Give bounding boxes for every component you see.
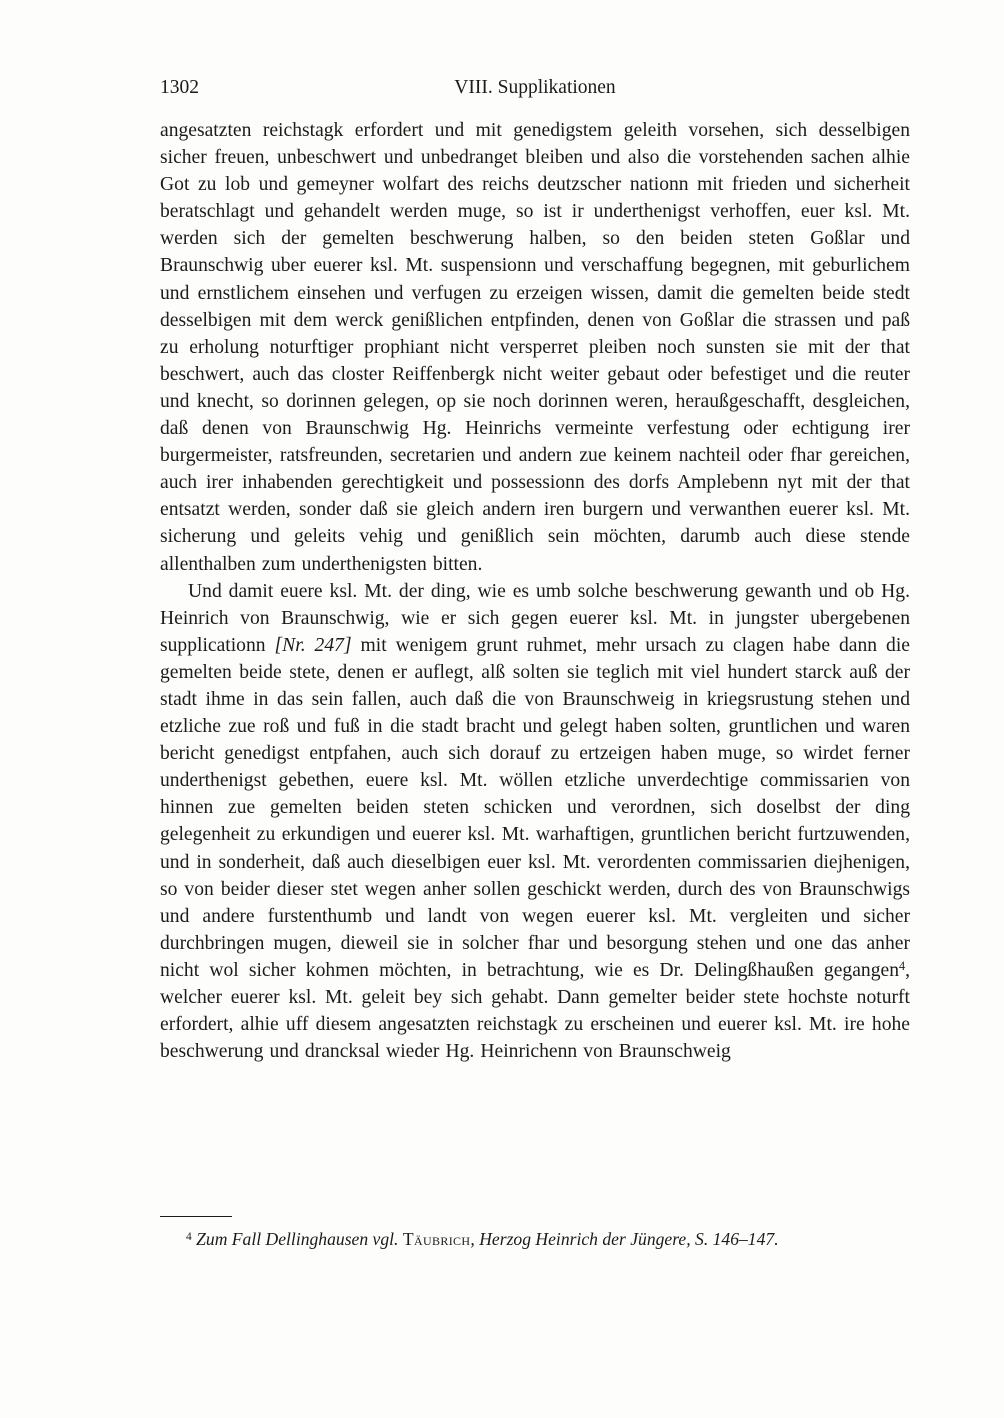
footnote-author: Täubrich: [402, 1229, 471, 1249]
footnote-reference: 4: [899, 959, 906, 974]
text-block: [160, 117, 910, 1065]
paragraph-continuation: [160, 117, 910, 578]
footnote-marker: 4: [186, 1230, 192, 1243]
footnote-citation-post: , Herzog Heinrich der Jüngere, S. 146–147.: [470, 1229, 779, 1249]
footnote-rule: [160, 1216, 232, 1217]
paragraph-2: [160, 578, 910, 1066]
paragraph-text: mit wenigem grunt ruhmet, mehr ursach zu clagen habe dann die gemelten beide stete, denen er auflegt, alß solten sie teglich mit viel hundert starck auß der stadt ihme in das sein fallen, auch daß die von Braunschweig in kriegsrustung stehen und etzliche zue roß und fuß in die stadt bracht und gelegt haben solten, gruntlichen und waren bericht genedigst entpfahen, auch sich dorauf zu ertzeigen haben muge, so wirdet ferner underthenigst gebethen, euere ksl. Mt. wöllen etzliche unverdechtige commissarien von hinnen zue gemelten beiden steten schicken und verordnen, sich doselbst der ding gelegenheit zu erkundigen und euerer ksl. Mt. warhaftigen, gruntlichen bericht furtzuwenden, und in sonderheit, daß auch dieselbigen euer ksl. Mt. verordenten commissarien diejhenigen, so von beider dieser stet wegen anher sollen geschickt werden, durch des von Braunschwigs und andere furstenthumb und landt von wegen euerer ksl. Mt. vergleiten und sicher durchbringen mugen, dieweil sie in solcher fhar und besorgung stehen und one das anher nicht wol sicher kohmen möchten, in betrachtung, wie es Dr. Delingßhaußen gegangen: [160, 634, 910, 981]
page-header: [160, 76, 910, 100]
nr-reference: [Nr. 247]: [274, 634, 352, 656]
footnote-citation-pre: Zum Fall Dellinghausen vgl.: [196, 1229, 403, 1249]
paragraph-text: , welcher euerer ksl. Mt. geleit bey sich gehabt. Dann gemelter beider stete hochste noturft erfordert, alhie uff diesem angesatzten reichstagk zu erscheinen und euerer ksl. Mt. ire hohe beschwerung und drancksal wieder Hg. Heinrichenn von Braunschweig: [160, 959, 910, 1063]
page-number: 1302: [160, 77, 199, 98]
paragraph-text: Und damit euere ksl. Mt. der ding, wie es umb solche beschwerung gewanth und ob Hg. Heinrich von Braunschwig, wie er sich gegen euerer ksl. Mt. in jungster ubergebenen supplicationn: [160, 580, 910, 656]
footnote-area: [160, 1216, 910, 1251]
paragraph-text: angesatzten reichstagk erfordert und mit genedigstem geleith vorsehen, sich desselbigen sicher freuen, unbeschwert und unbedranget bleiben und also die vorstehenden sachen alhie Got zu lob und gemeyner wolfart des reichs deutzscher nationn mit frieden und sicherheit beratschlagt und gehandelt werden muge, so ist ir underthenigst verhoffen, euer ksl. Mt. werden sich der gemelten beschwerung halben, so den beiden steten Goßlar und Braunschwig uber euerer ksl. Mt. suspensionn und verschaffung begegnen, mit geburlichem und ernstlichem einsehen und verfugen zu erzeigen wissen, damit die gemelten beide stedt desselbigen mit dem werck genißlichen entpfinden, denen von Goßlar die strassen und paß zu erholung noturftiger prophiant nicht versperret pleiben noch sunsten sie mit der that beschwert, auch das closter Reiffenbergk nicht weiter gebaut oder befestiget und die reuter und knecht, so dorinnen gelegen, op sie noch dorinnen weren, heraußgeschafft, desgleichen, daß denen von Braunschwig Hg. Heinrichs vermeinte verfestung oder echtigung irer burgermeister, ratsfreunden, secretarien und andern zue keinem nachteil oder fhar gereichen, auch irer inhabenden gerechtigkeit und possessionn des dorfs Amplebenn nyt mit der that entsatzt werden, sonder daß sie gleich andern iren burgern und verwanthen euerer ksl. Mt. sicherung und geleits vehig und genißlich sein möchten, darumb auch diese stende allenthalben zum underthenigsten bitten.: [160, 120, 910, 575]
running-title: VIII. Supplikationen: [454, 77, 616, 98]
footnote: [160, 1228, 910, 1251]
